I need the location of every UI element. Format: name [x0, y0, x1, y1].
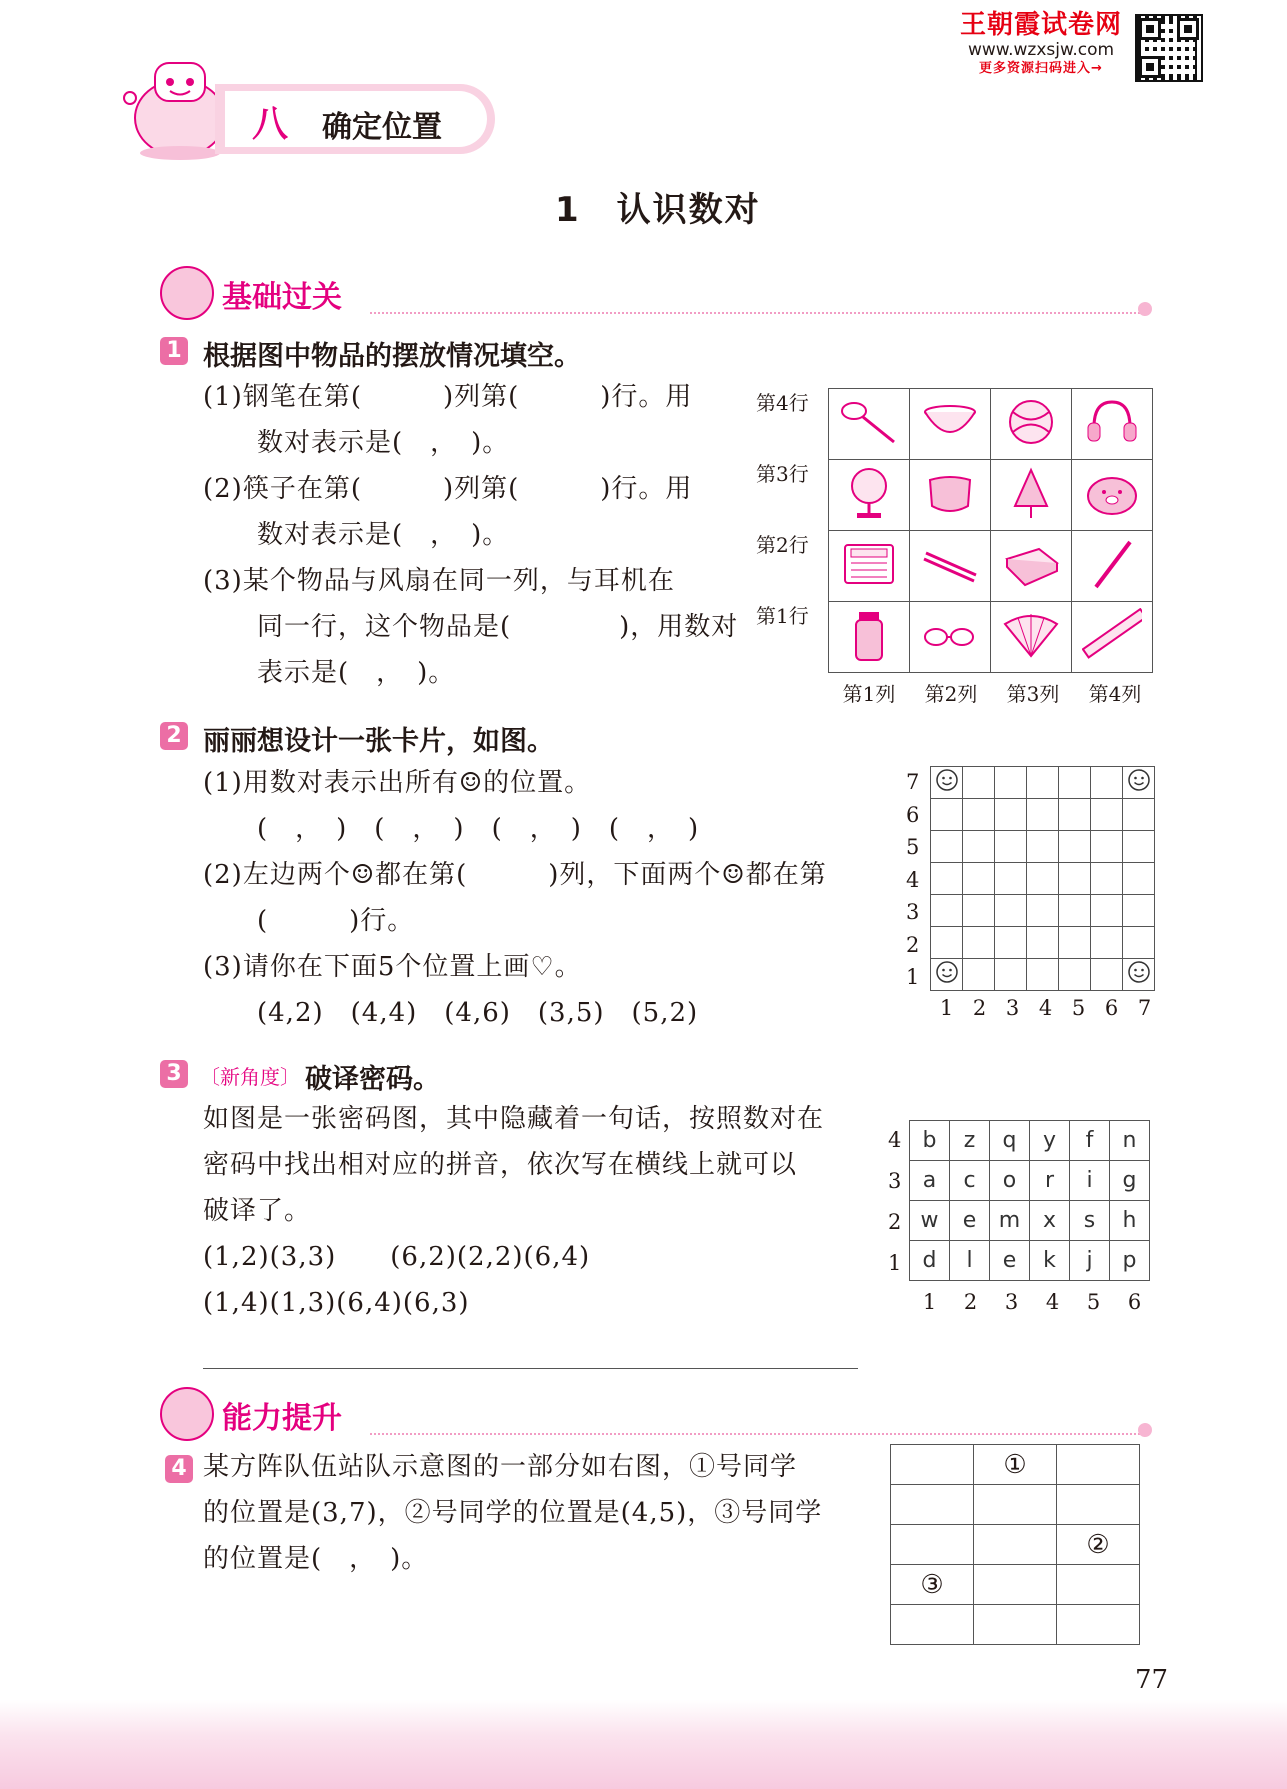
letter-cell: i — [1070, 1161, 1110, 1201]
q2-line: (2)左边两个☺都在第( )列，下面两个☺都在第 — [203, 860, 827, 890]
grid-cell[interactable] — [995, 927, 1027, 959]
answer-line[interactable] — [203, 1368, 858, 1369]
q2-line: (4,2) (4,4) (4,6) (3,5) (5,2) — [203, 998, 699, 1028]
section-divider — [370, 1433, 1140, 1435]
y-label: 2 — [888, 1210, 902, 1234]
grid-cell[interactable] — [1059, 927, 1091, 959]
ruler-icon — [1072, 602, 1153, 673]
letter-cell: b — [910, 1121, 950, 1161]
formation-cell — [891, 1445, 974, 1485]
formation-cell — [1057, 1565, 1140, 1605]
smiley-icon — [1127, 768, 1151, 792]
letter-cell: k — [1030, 1241, 1070, 1281]
qr-code-icon[interactable] — [1135, 14, 1203, 82]
grid-cell[interactable] — [1123, 767, 1155, 799]
brand-name: 王朝霞试卷网 — [960, 10, 1123, 40]
formation-cell — [891, 1605, 974, 1645]
row-label: 第4行 — [756, 391, 809, 415]
q3-y-labels — [888, 1120, 901, 1284]
x-label: 5 — [1086, 1290, 1101, 1314]
q2-y-labels — [906, 766, 919, 994]
letter-cell: f — [1070, 1121, 1110, 1161]
y-label: 3 — [906, 900, 920, 924]
q1-row-labels — [756, 387, 809, 671]
row-label: 第3行 — [756, 462, 809, 486]
letter-cell: h — [1110, 1201, 1150, 1241]
grid-cell[interactable] — [1091, 895, 1123, 927]
q1-col-labels — [828, 678, 1158, 707]
x-label: 7 — [1137, 996, 1152, 1020]
grid-cell[interactable] — [931, 895, 963, 927]
grid-cell[interactable] — [1027, 831, 1059, 863]
folding-fan-icon — [991, 602, 1072, 673]
x-label: 3 — [1004, 1290, 1019, 1314]
x-label: 1 — [922, 1290, 937, 1314]
grid-cell[interactable] — [931, 799, 963, 831]
q1-line: (2)筷子在第( )列第( )行。用 — [203, 474, 693, 504]
letter-cell: n — [1110, 1121, 1150, 1161]
q3-line: (1,4)(1,3)(6,4)(6,3) — [203, 1288, 470, 1318]
grid-cell[interactable] — [931, 959, 963, 991]
q4-line: 的位置是( ， )。 — [203, 1544, 429, 1574]
formation-grid — [890, 1444, 1140, 1645]
letter-cell: z — [950, 1121, 990, 1161]
spoon-icon — [829, 389, 910, 460]
q2-line: (1)用数对表示出所有☺的位置。 — [203, 768, 592, 798]
y-label: 3 — [888, 1169, 902, 1193]
formation-cell — [974, 1525, 1057, 1565]
x-label: 2 — [963, 1290, 978, 1314]
q3-line: 破译了。 — [203, 1196, 312, 1226]
grid-cell[interactable] — [1091, 927, 1123, 959]
grid-cell[interactable] — [1091, 799, 1123, 831]
grid-cell[interactable] — [1027, 959, 1059, 991]
question-number-2: 2 — [160, 722, 188, 750]
grid-cell[interactable] — [931, 927, 963, 959]
q1-line: 表示是( ， )。 — [203, 658, 456, 688]
grid-cell[interactable] — [995, 767, 1027, 799]
grid-cell[interactable] — [1059, 863, 1091, 895]
letter-cell: l — [950, 1241, 990, 1281]
x-label: 5 — [1071, 996, 1086, 1020]
formation-cell: ② — [1057, 1525, 1140, 1565]
letter-cell: q — [990, 1121, 1030, 1161]
row-label: 第1行 — [756, 604, 809, 628]
chopsticks-icon — [910, 531, 991, 602]
y-label: 4 — [906, 867, 920, 892]
x-label: 4 — [1038, 996, 1053, 1020]
grid-cell[interactable] — [1123, 895, 1155, 927]
section-divider — [370, 312, 1140, 314]
bottle-icon — [829, 602, 910, 673]
formation-cell — [891, 1525, 974, 1565]
formation-cell — [891, 1485, 974, 1525]
col-label: 第1列 — [842, 682, 896, 706]
x-label: 2 — [972, 996, 987, 1020]
grid-cell[interactable] — [931, 863, 963, 895]
grid-cell[interactable] — [1123, 863, 1155, 895]
lesson-title: 1 认识数对 — [555, 190, 761, 230]
letter-cell: c — [950, 1161, 990, 1201]
letter-cell: w — [910, 1201, 950, 1241]
headphones-icon — [1072, 389, 1153, 460]
formation-cell — [1057, 1485, 1140, 1525]
umbrella-icon — [991, 460, 1072, 531]
new-angle-tag: 〔新角度〕 — [200, 1065, 300, 1089]
q4-line: 的位置是(3,7)，②号同学的位置是(4,5)，③号同学 — [203, 1498, 823, 1528]
y-label: 2 — [906, 932, 920, 957]
items-grid — [828, 388, 1153, 673]
password-grid — [909, 1120, 1150, 1281]
footer-band — [0, 1700, 1287, 1789]
q2-x-labels — [930, 996, 1161, 1020]
grid-cell[interactable] — [1123, 831, 1155, 863]
letter-cell: s — [1070, 1201, 1110, 1241]
x-label: 3 — [1005, 996, 1020, 1020]
brand-url[interactable]: www.wzxsjw.com — [967, 40, 1115, 60]
grid-cell[interactable] — [1091, 767, 1123, 799]
grid-cell[interactable] — [1027, 799, 1059, 831]
grid-cell[interactable] — [1027, 927, 1059, 959]
grid-cell[interactable] — [1059, 767, 1091, 799]
chapter-title: 确定位置 — [322, 110, 442, 145]
grid-cell[interactable] — [1059, 959, 1091, 991]
q4-line: 某方阵队伍站队示意图的一部分如右图，①号同学 — [203, 1452, 798, 1482]
letter-cell: j — [1070, 1241, 1110, 1281]
grid-cell[interactable] — [1027, 767, 1059, 799]
letter-cell: e — [990, 1241, 1030, 1281]
x-label: 6 — [1127, 1290, 1142, 1314]
question-number-1: 1 — [160, 337, 188, 365]
grid-cell[interactable] — [931, 767, 963, 799]
tag-label: 新角度 — [220, 1065, 280, 1089]
q2-text — [203, 766, 827, 1042]
dot-ornament-icon — [1138, 1423, 1152, 1437]
question-number-4: 4 — [165, 1455, 193, 1483]
fan-icon — [829, 460, 910, 531]
chapter-number: 八 — [252, 104, 289, 145]
grid-cell[interactable] — [1059, 895, 1091, 927]
letter-cell: x — [1030, 1201, 1070, 1241]
q4-text — [203, 1450, 822, 1588]
smiley-icon — [935, 768, 959, 792]
grid-cell[interactable] — [963, 927, 995, 959]
section-title-advanced: 能力提升 — [222, 1401, 342, 1436]
x-label: 4 — [1045, 1290, 1060, 1314]
girl-avatar-icon — [160, 266, 214, 320]
y-label: 1 — [906, 965, 920, 989]
letter-cell: d — [910, 1241, 950, 1281]
formation-cell: ③ — [891, 1565, 974, 1605]
pen-icon — [1072, 531, 1153, 602]
y-label: 6 — [906, 802, 920, 827]
y-label: 4 — [888, 1128, 902, 1152]
q2-line: ( )行。 — [203, 906, 415, 936]
grid-cell[interactable] — [1123, 927, 1155, 959]
formation-cell — [974, 1565, 1057, 1605]
grid-cell[interactable] — [1027, 895, 1059, 927]
calculator-icon — [829, 531, 910, 602]
q1-line: 数对表示是( ， )。 — [203, 428, 510, 458]
smiley-icon — [1127, 960, 1151, 984]
grid-cell[interactable] — [963, 863, 995, 895]
letter-cell: g — [1110, 1161, 1150, 1201]
grid-cell[interactable] — [1027, 863, 1059, 895]
brand-block — [960, 10, 1122, 78]
letter-cell: a — [910, 1161, 950, 1201]
letter-cell: o — [990, 1161, 1030, 1201]
formation-cell — [974, 1485, 1057, 1525]
grid-cell[interactable] — [1091, 959, 1123, 991]
y-label: 7 — [906, 770, 920, 794]
brand-more: 更多资源扫码进入→ — [979, 61, 1103, 76]
row-label: 第2行 — [756, 533, 809, 557]
letter-cell: p — [1110, 1241, 1150, 1281]
grid-cell[interactable] — [1059, 799, 1091, 831]
grid-cell[interactable] — [995, 831, 1027, 863]
y-label: 1 — [888, 1251, 902, 1275]
grid-cell[interactable] — [995, 799, 1027, 831]
grid-cell[interactable] — [1123, 959, 1155, 991]
q3-x-labels — [909, 1290, 1155, 1314]
smiley-grid — [930, 766, 1155, 991]
q3-line: (1,2)(3,3) (6,2)(2,2)(6,4) — [203, 1242, 591, 1272]
grid-cell[interactable] — [995, 895, 1027, 927]
smiley-icon — [935, 960, 959, 984]
grid-cell[interactable] — [963, 767, 995, 799]
q1-line: (1)钢笔在第( )列第( )行。用 — [203, 382, 693, 412]
pig-toy-icon — [1072, 460, 1153, 531]
q3-text — [203, 1102, 824, 1332]
grid-cell[interactable] — [1123, 799, 1155, 831]
mask-icon — [910, 460, 991, 531]
grid-cell[interactable] — [1091, 863, 1123, 895]
letter-cell: r — [1030, 1161, 1070, 1201]
q1-line: 同一行，这个物品是( )，用数对 — [203, 612, 739, 642]
col-label: 第4列 — [1088, 682, 1142, 706]
grid-cell[interactable] — [963, 799, 995, 831]
q2-line: (3)请你在下面5个位置上画♡。 — [203, 952, 582, 982]
boy-avatar-icon — [160, 1387, 214, 1441]
y-label: 5 — [906, 835, 920, 859]
q1-title: 根据图中物品的摆放情况填空。 — [203, 341, 581, 372]
grid-cell[interactable] — [1059, 831, 1091, 863]
book-icon — [991, 531, 1072, 602]
letter-cell: e — [950, 1201, 990, 1241]
col-label: 第3列 — [1006, 682, 1060, 706]
formation-cell — [1057, 1445, 1140, 1485]
letter-cell: y — [1030, 1121, 1070, 1161]
question-number-3: 3 — [160, 1060, 188, 1088]
q3-line: 密码中找出相对应的拼音，依次写在横线上就可以 — [203, 1150, 798, 1180]
section-title-basic: 基础过关 — [222, 280, 342, 315]
q2-line: ( ， ) ( ， ) ( ， ) ( ， ) — [203, 814, 700, 844]
grid-cell[interactable] — [931, 831, 963, 863]
col-label: 第2列 — [924, 682, 978, 706]
x-label: 6 — [1104, 996, 1119, 1020]
x-label: 1 — [939, 996, 954, 1020]
formation-cell — [974, 1605, 1057, 1645]
grid-cell[interactable] — [995, 863, 1027, 895]
page-number: 77 — [1135, 1665, 1169, 1695]
ball-icon — [991, 389, 1072, 460]
q1-text — [203, 380, 738, 702]
grid-cell[interactable] — [1091, 831, 1123, 863]
grid-cell[interactable] — [963, 959, 995, 991]
q3-title: 破译密码。 — [305, 1064, 440, 1095]
formation-cell: ① — [974, 1445, 1057, 1485]
bowl-icon — [910, 389, 991, 460]
formation-cell — [1057, 1605, 1140, 1645]
grid-cell[interactable] — [995, 959, 1027, 991]
q3-line: 如图是一张密码图，其中隐藏着一句话，按照数对在 — [203, 1104, 825, 1134]
grid-cell[interactable] — [963, 895, 995, 927]
q1-line: 数对表示是( ， )。 — [203, 520, 510, 550]
q2-title: 丽丽想设计一张卡片，如图。 — [203, 726, 554, 757]
letter-cell: m — [990, 1201, 1030, 1241]
q1-line: (3)某个物品与风扇在同一列，与耳机在 — [203, 566, 675, 596]
grid-cell[interactable] — [963, 831, 995, 863]
dot-ornament-icon — [1138, 302, 1152, 316]
glasses-icon — [910, 602, 991, 673]
